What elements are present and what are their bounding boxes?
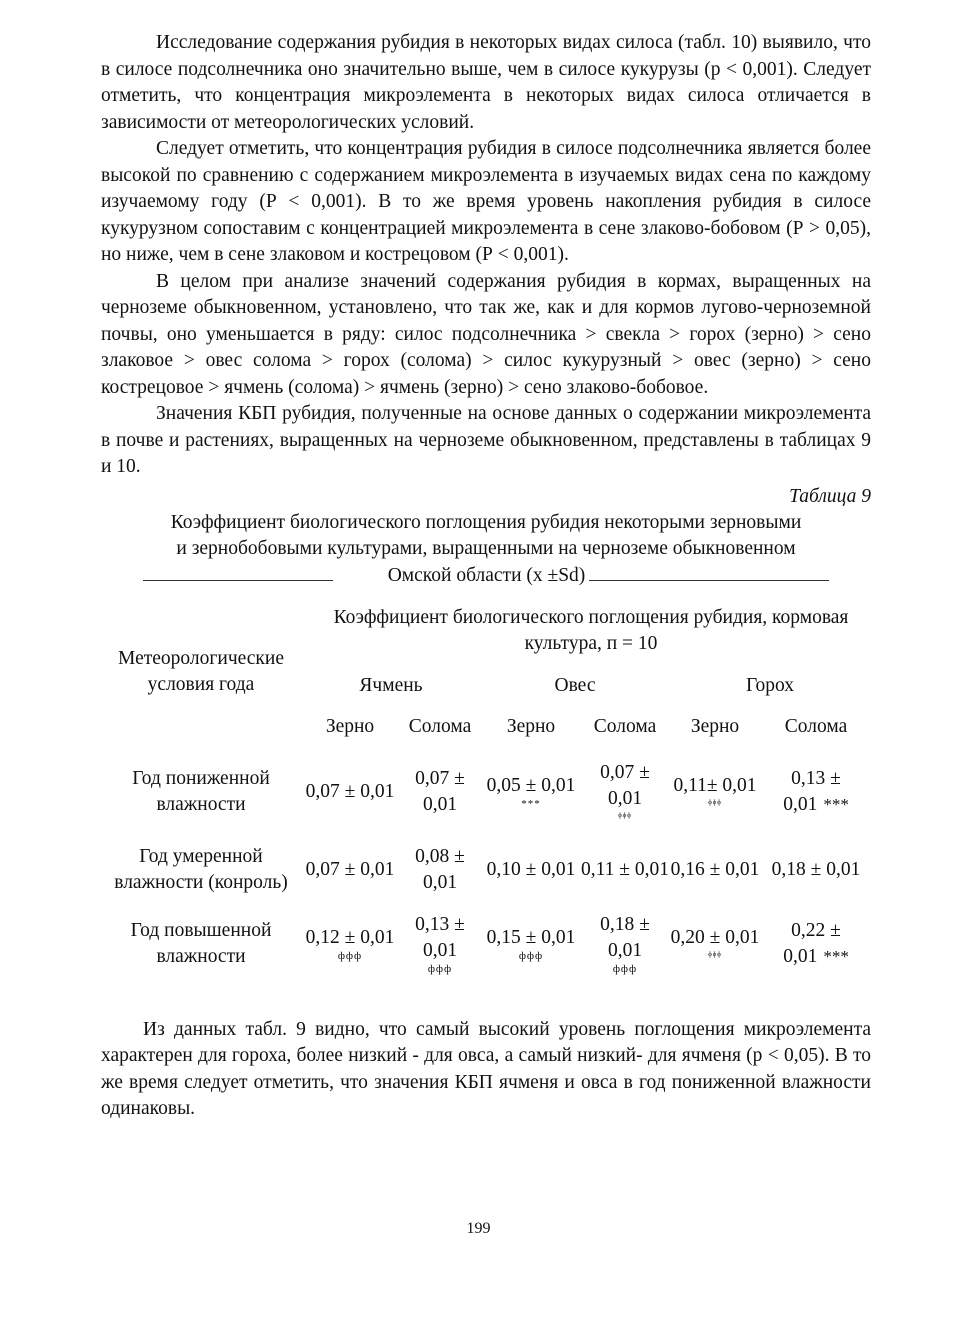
subheader-cell: Солома: [593, 715, 657, 737]
cell-value: 0,07 ± 0,01: [600, 762, 650, 809]
subheader-cell: Зерно: [325, 715, 375, 737]
value-cell: 0,10 ± 0,01: [486, 858, 576, 880]
table-label: Таблица 9: [789, 485, 871, 507]
significance-mark: ффф: [427, 963, 453, 975]
data-table: [101, 597, 871, 985]
significance-mark: ***: [521, 798, 541, 810]
value-cell: [399, 903, 481, 985]
significance-mark: ффф: [337, 950, 363, 962]
table-caption-line-3: Омской области (x ±Sd): [387, 564, 586, 586]
caption-rule-left: [143, 562, 333, 581]
table-row: [101, 903, 871, 985]
value-cell: [581, 903, 669, 985]
empty-cell: [101, 707, 301, 747]
crop-header-barley: Ячмень: [359, 674, 423, 696]
value-cell: [301, 903, 399, 985]
value-cell: [481, 903, 581, 985]
significance-mark: ᶲᶲᶲ: [618, 811, 632, 823]
value-cell: [399, 747, 481, 837]
cell-value: 0,07 ± 0,01: [415, 767, 465, 815]
significance-mark: ᶲᶲᶲ: [708, 798, 722, 810]
crop-header-peas: Горох: [745, 674, 795, 696]
significance-mark: ффф: [612, 963, 638, 975]
value-cell: [301, 747, 399, 837]
cell-value: 0,18 ± 0,01: [600, 914, 650, 961]
row-condition: Год пониженной влажности: [132, 767, 270, 815]
crop-header-oats: Овес: [554, 674, 596, 696]
table-caption-line-3-row: [101, 562, 871, 589]
cell-value: 0,13 ± 0,01: [415, 914, 465, 961]
paragraph-3: В целом при анализе значений содержания рубидия в кормах, выращенных на черноземе обыкновенном, установлено, что так же, как и для кормов лугово-черноземной почвы, оно уменьшается в ряду: силос подсолнечника > свекла > горох (зерно) > сено злаковое > овес солома > горох (солома) > силос кукурузный > овес (зерно) > сено кострецовое > ячмень (солома) > ячмень (зерно) > сено злаково-бобовое.: [101, 270, 871, 398]
paragraph-2: Следует отметить, что концентрация рубидия в силосе подсолнечника является более высокой по сравнению с содержанием микроэлемента в изучаемых видах сена по каждому изучаемому году (Р < 0,001). В то же время уровень накопления рубидия в силосе кукурузном сопоставим с концентрацией микроэлемента в сене злаково-бобовом (Р > 0,05), но ниже, чем в сене злаковом и кострецовом (Р < 0,001).: [101, 138, 871, 265]
cell-value: 0,07 ± 0,01: [305, 780, 395, 802]
cell-value: 0,11± 0,01: [673, 775, 757, 796]
paragraph-5: Из данных табл. 9 видно, что самый высокий уровень поглощения микроэлемента характерен для гороха, более низкий - для овса, а самый низкий- для ячменя (р < 0,05). В то же время следует отметить, что значения КБП ячменя и овса в год пониженной влажности одинаковы.: [101, 1018, 871, 1119]
significance-mark: ᶲᶲᶲ: [708, 950, 722, 962]
cell-value: 0,13 ± 0,01: [783, 767, 841, 815]
significance-mark: ***: [823, 794, 849, 814]
table-row: [101, 837, 871, 903]
cell-value: 0,15 ± 0,01: [486, 927, 576, 948]
value-cell: [669, 747, 761, 837]
subheader-cell: Солома: [784, 715, 848, 737]
header-conditions: Метеорологические условия года: [118, 647, 284, 695]
cell-value: 0,12 ± 0,01: [305, 927, 395, 948]
header-main: Коэффициент биологического поглощения рубидия, кормовая культура, п = 10: [333, 606, 849, 654]
value-cell: [581, 747, 669, 837]
value-cell: [761, 747, 871, 837]
value-cell: [669, 903, 761, 985]
value-cell: 0,08 ± 0,01: [415, 845, 465, 893]
value-cell: [761, 903, 871, 985]
cell-value: 0,20 ± 0,01: [670, 927, 760, 948]
value-cell: 0,18 ± 0,01: [771, 858, 861, 880]
significance-mark: ***: [823, 946, 849, 966]
subheader-cell: Зерно: [506, 715, 556, 737]
value-cell: 0,11 ± 0,01: [581, 858, 669, 880]
header-row-1: [101, 597, 871, 665]
page-content: [101, 30, 871, 1123]
value-cell: 0,16 ± 0,01: [670, 858, 760, 880]
row-condition: Год повышенной влажности: [130, 919, 272, 967]
value-cell: 0,07 ± 0,01: [305, 858, 395, 880]
table-caption-line-2: и зернобобовыми культурами, выращенными на черноземе обыкновенном: [176, 537, 796, 559]
cell-value: 0,05 ± 0,01: [486, 775, 576, 796]
table-caption: [101, 510, 871, 589]
value-cell: [481, 747, 581, 837]
subheader-cell: Солома: [408, 715, 472, 737]
table-caption-line-1: Коэффициент биологического поглощения рубидия некоторыми зерновыми: [170, 511, 802, 533]
row-condition: Год умеренной влажности (конроль): [114, 845, 288, 893]
subheader-cell: Зерно: [690, 715, 740, 737]
paragraph-1: Исследование содержания рубидия в некоторых видах силоса (табл. 10) выявило, что в силосе подсолнечника оно значительно выше, чем в силосе кукурузы (р < 0,001). Следует отметить, что концентрация микроэлемента в некоторых видах силоса отличается в зависимости от метеорологических условий.: [101, 32, 871, 133]
caption-rule-right: [589, 562, 829, 581]
significance-mark: ффф: [518, 950, 544, 962]
cell-value: 0,22 ± 0,01: [783, 919, 841, 967]
page-number: 199: [466, 1220, 491, 1237]
header-row-sub: [101, 707, 871, 747]
table-row: [101, 747, 871, 837]
paragraph-4: Значения КБП рубидия, полученные на основе данных о содержании микроэлемента в почве и растениях, выращенных на черноземе обыкновенном, представлены в таблицах 9 и 10.: [101, 403, 871, 477]
